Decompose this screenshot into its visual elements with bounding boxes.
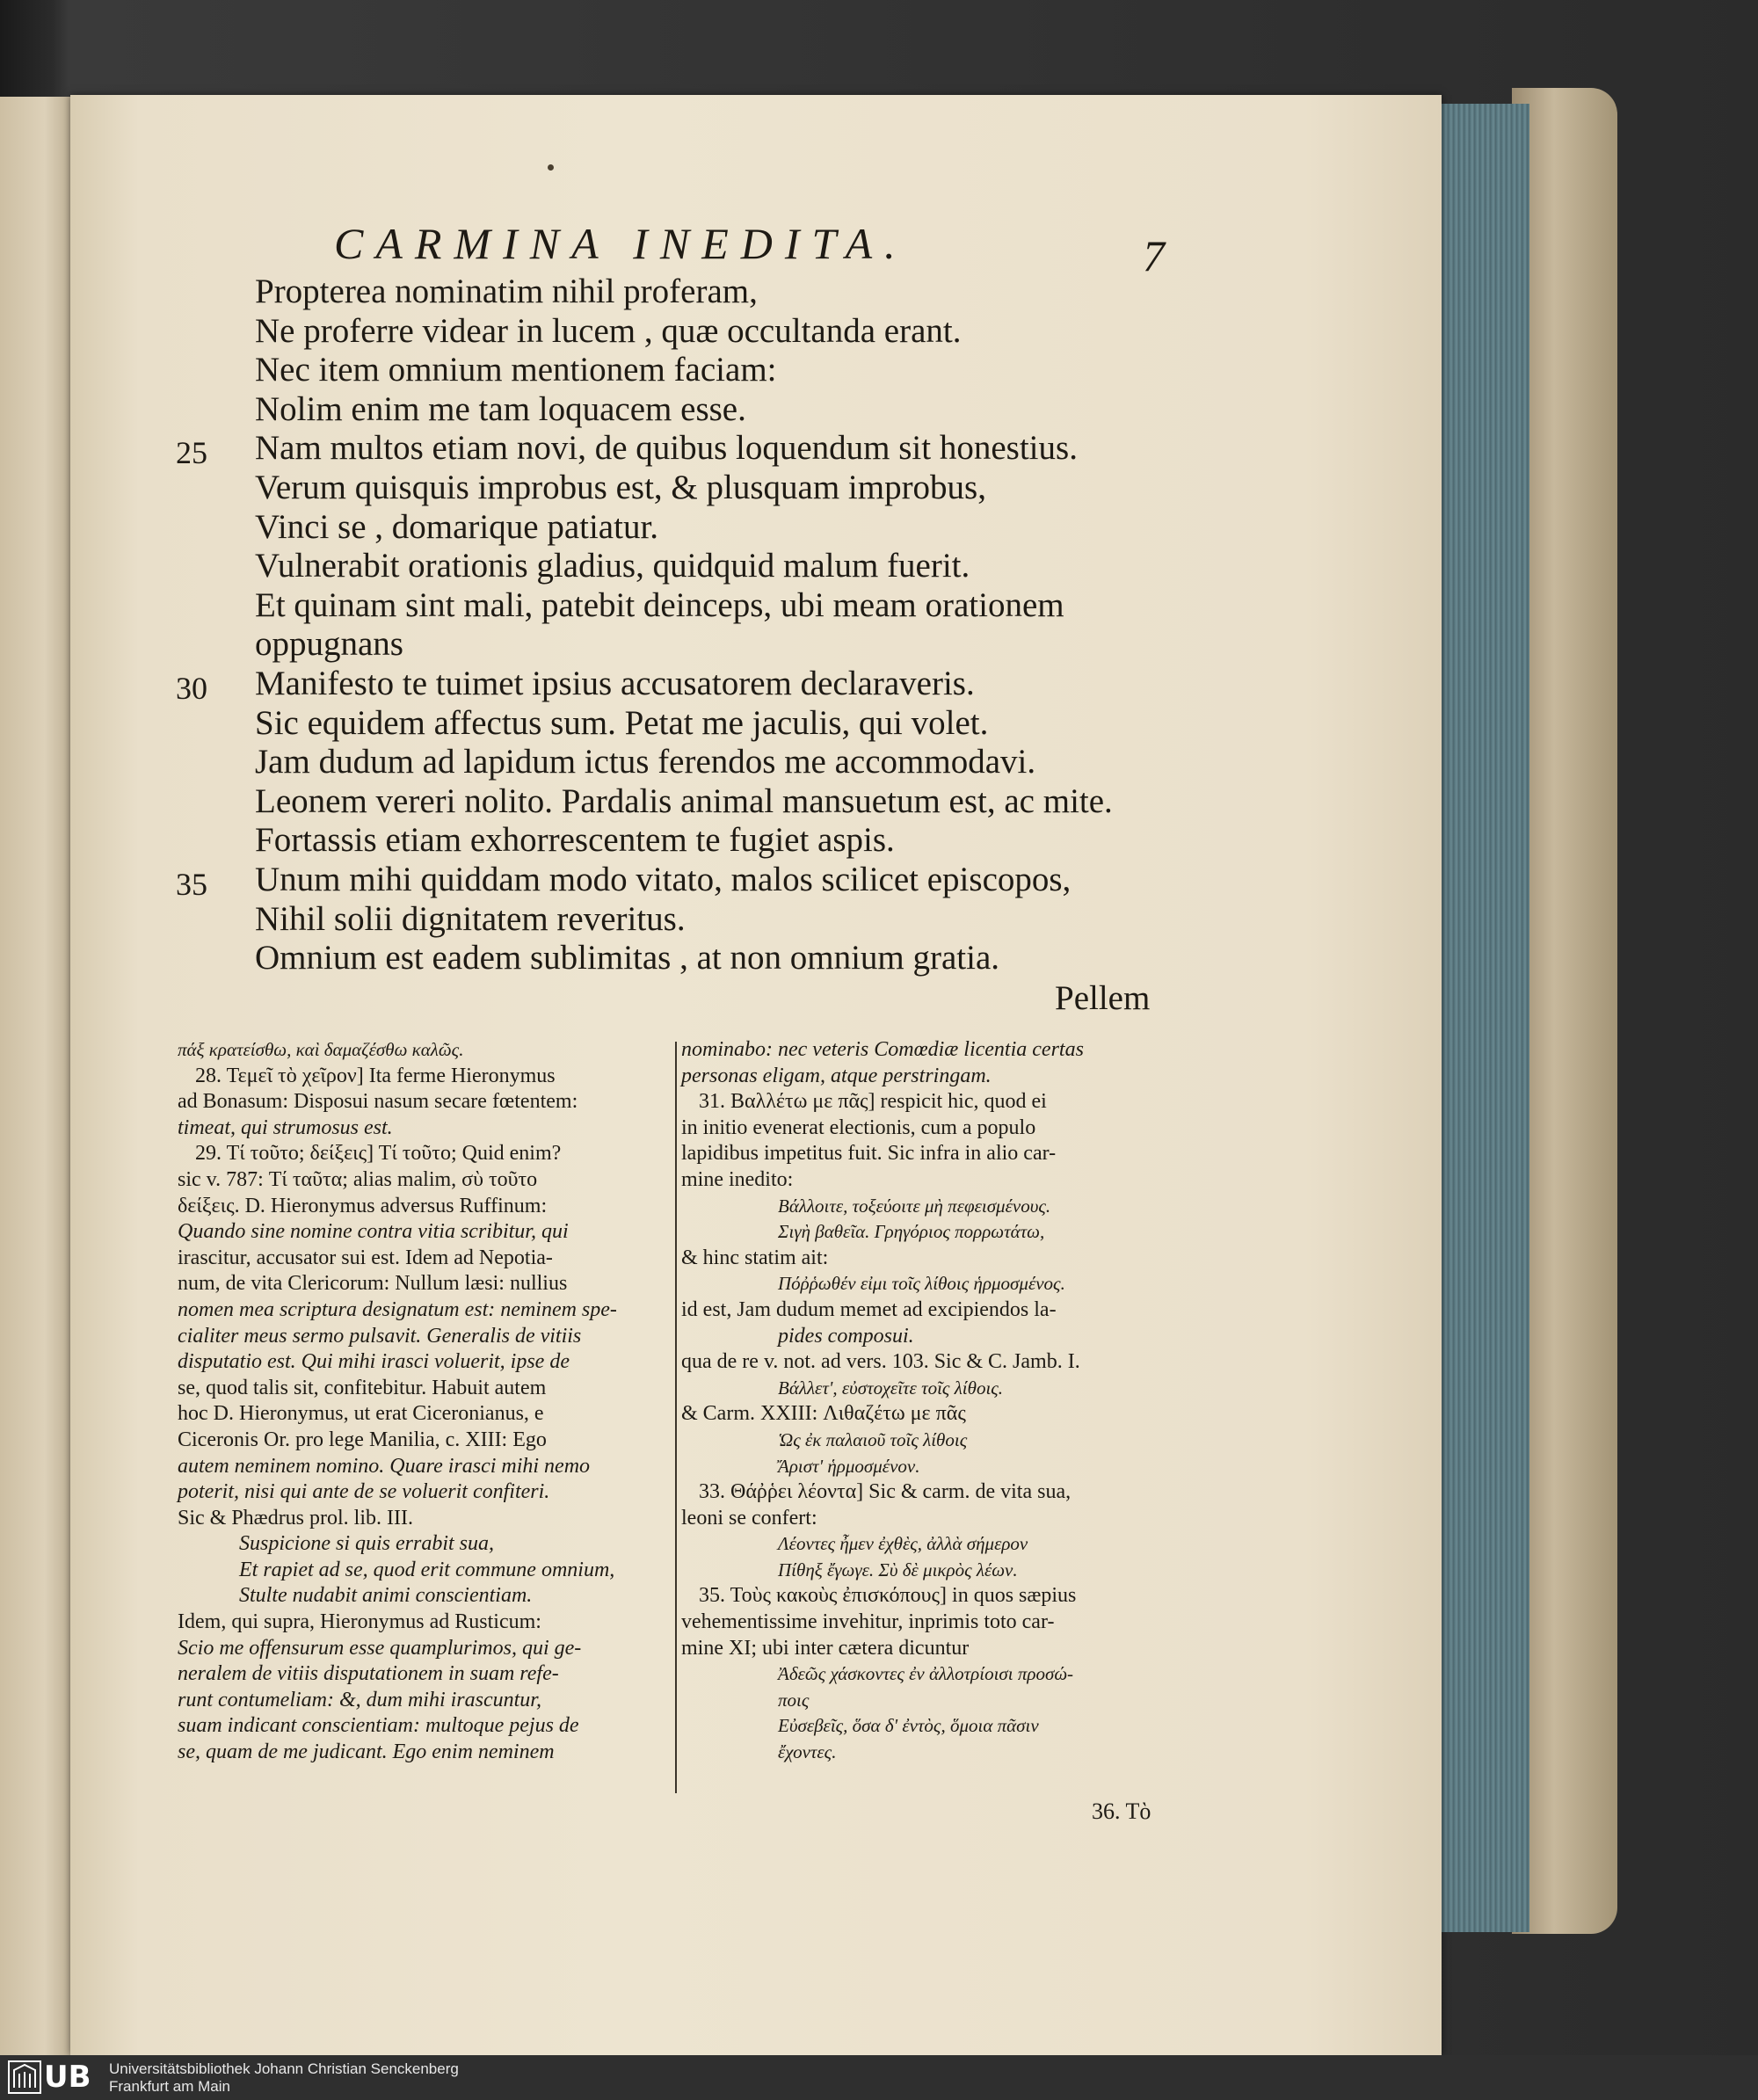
verse-line: Unum mihi quiddam modo vitato, malos scilicet episcopos,	[255, 861, 1072, 898]
verse-line: Jam dudum ad lapidum ictus ferendos me accommodavi.	[255, 743, 1036, 781]
note-line: ad Bonasum: Disposui nasum secare fœtentem:	[178, 1090, 578, 1114]
note-line: & hinc statim ait:	[681, 1246, 829, 1269]
note-line: Suspicione si quis errabit sua,	[239, 1532, 495, 1556]
page-number: 7	[1143, 231, 1165, 280]
note-line: 29. Τί τοῦτο; δείξεις] Τί τοῦτο; Quid enim?	[195, 1142, 562, 1166]
verse-line: Nihil solii dignitatem reveritus.	[255, 899, 686, 938]
note-line: hoc D. Hieronymus, ut erat Ciceronianus, e	[178, 1402, 544, 1426]
library-name[interactable]	[109, 2060, 459, 2096]
verse-line: Ne proferre videar in lucem , quæ occultanda erant.	[255, 311, 962, 350]
note-line: Idem, qui supra, Hieronymus ad Rusticum:	[178, 1610, 541, 1634]
note-line: Et rapiet ad se, quod erit commune omnium,	[239, 1558, 615, 1581]
running-title: CARMINA INEDITA.	[334, 219, 908, 268]
note-line: neralem de vitiis disputationem in suam refe-	[178, 1662, 559, 1686]
verse-line: Omnium est eadem sublimitas , at non omnium gratia.	[255, 939, 1000, 977]
note-line: Ἀδεῶς χάσκοντες ἐν ἀλλοτρίοισι προσώ-	[778, 1663, 1073, 1685]
verse-number: 35	[176, 867, 207, 902]
note-line: ποις	[778, 1689, 810, 1711]
note-line: Βάλλετ', εὐστοχεῖτε τοῖς λίθοις.	[778, 1377, 1004, 1399]
verse-line: Nam multos etiam novi, de quibus loquendum sit honestius.	[255, 429, 1078, 468]
note-line: Εὐσεβεῖς, ὅσα δ' ἐντὸς, ὅμοια πᾶσιν	[778, 1715, 1039, 1737]
note-line: πάξ κρατείσθω, καὶ δαμαζέσθω καλῶς.	[178, 1039, 464, 1060]
note-line: mine inedito:	[681, 1167, 794, 1191]
note-line: qua de re v. not. ad vers. 103. Sic & C. Jamb. I.	[681, 1350, 1080, 1374]
note-line: Πόῤῥωθέν εἰμι τοῖς λίθοις ἡρμοσμένος.	[778, 1273, 1065, 1295]
note-line: nomen mea scriptura designatum est: neminem spe-	[178, 1297, 617, 1321]
note-line: Βάλλοιτε, τοξεύοιτε μὴ πεφεισμένους.	[778, 1195, 1051, 1217]
column-divider	[675, 1042, 677, 1793]
note-line: suam indicant conscientiam: multoque pejus de	[178, 1714, 579, 1738]
note-line: num, de vita Clericorum: Nullum læsi: nullius	[178, 1272, 568, 1296]
verse-line: Leonem vereri nolito. Pardalis animal mansuetum est, ac mite.	[255, 781, 1113, 820]
note-line: Ciceronis Or. pro lege Manilia, c. XIII: Ego	[178, 1428, 547, 1451]
verse-line: Et quinam sint mali, patebit deinceps, ubi meam orationem	[255, 585, 1064, 624]
note-line: δείξεις. D. Hieronymus adversus Ruffinum:	[178, 1194, 548, 1217]
note-line: personas eligam, atque perstringam.	[681, 1064, 992, 1087]
notes-left-column	[178, 1037, 665, 1766]
note-line: Ἄριστ' ἡρμοσμένον.	[778, 1455, 920, 1477]
note-line: nominabo: nec veteris Comœdiæ licentia certas	[681, 1038, 1084, 1061]
note-line: & Carm. XXIII: Λιθαζέτω με πᾶς	[681, 1402, 966, 1426]
note-line: Scio me offensurum esse quamplurimos, qui ge-	[178, 1636, 582, 1660]
note-line: autem neminem nomino. Quare irasci mihi nemo	[178, 1454, 591, 1478]
note-line: disputatio est. Qui mihi irasci voluerit, ipse de	[178, 1350, 570, 1374]
verse-line: Nec item omnium mentionem faciam:	[255, 351, 777, 389]
verse-line: Sic equidem affectus sum. Petat me jaculis, qui volet.	[255, 703, 989, 742]
ink-dot	[548, 164, 554, 171]
note-line: Quando sine nomine contra vitia scribitur, qui	[178, 1220, 569, 1244]
note-line: Πίθηξ ἔγωγε. Σὺ δὲ μικρὸς λέων.	[778, 1559, 1018, 1580]
verse-line: Propterea nominatim nihil proferam,	[255, 272, 758, 310]
note-line: Sic & Phædrus prol. lib. III.	[178, 1506, 413, 1530]
note-line: 28. Τεμεῖ τὸ χεῖρον] Ita ferme Hieronymus	[195, 1064, 556, 1087]
verse-line: Verum quisquis improbus est, & plusquam improbus,	[255, 469, 986, 506]
verse-line: oppugnans	[255, 625, 403, 664]
notes-right-column	[681, 1037, 1173, 1766]
verse-line: Fortassis etiam exhorrescentem te fugiet aspis.	[255, 821, 895, 860]
verse-line: Manifesto te tuimet ipsius accusatorem declaraveris.	[255, 665, 975, 702]
note-line: in initio evenerat electionis, cum a populo	[681, 1115, 1036, 1139]
note-line: cialiter meus sermo pulsavit. Generalis de vitiis	[178, 1324, 582, 1348]
notes-catchword: 36. Τὸ	[1092, 1798, 1151, 1824]
verse-number: 25	[176, 435, 207, 471]
note-line: poterit, nisi qui ante de se voluerit confiteri.	[178, 1480, 550, 1504]
note-line: id est, Jam dudum memet ad excipiendos la-	[681, 1297, 1057, 1321]
verse-line: Nolim enim me tam loquacem esse.	[255, 389, 746, 428]
note-line: pides composui.	[778, 1324, 914, 1348]
note-line: ἔχοντες.	[778, 1741, 837, 1763]
note-line: mine XI; ubi inter cætera dicuntur	[681, 1636, 970, 1660]
note-line: se, quam de me judicant. Ego enim neminem	[178, 1740, 555, 1764]
note-line: 33. Θάῤῥει λέοντα] Sic & carm. de vita sua,	[699, 1480, 1072, 1504]
library-emblem-icon	[7, 2058, 42, 2096]
note-line: Σιγὴ βαθεῖα. Γρηγόριος πορρωτάτω,	[778, 1221, 1045, 1243]
note-line: 35. Τοὺς κακοὺς ἐπισκόπους] in quos sæpius	[699, 1584, 1077, 1608]
note-line: Ὡς ἐκ παλαιοῦ τοῖς λίθοις	[778, 1428, 968, 1450]
note-line: lapidibus impetitus fuit. Sic infra in alio car-	[681, 1142, 1057, 1166]
note-line: timeat, qui strumosus est.	[178, 1115, 393, 1139]
note-line: Λέοντες ἦμεν ἐχθὲς, ἀλλὰ σήμερον	[778, 1533, 1028, 1555]
verse-number: 30	[176, 671, 207, 706]
previous-page-edge	[0, 97, 75, 2057]
page-block-edge	[1433, 104, 1529, 1932]
note-line: leoni se confert:	[681, 1506, 817, 1530]
note-line: sic v. 787: Τί ταῦτα; alias malim, σὺ τοῦτο	[178, 1167, 538, 1191]
logo-text: UB	[44, 2060, 91, 2095]
library-name-line2: Frankfurt am Main	[109, 2078, 230, 2095]
note-line: se, quod talis sit, confitebitur. Habuit autem	[178, 1376, 547, 1399]
note-line: Stulte nudabit animi conscientiam.	[239, 1584, 533, 1608]
catchword: Pellem	[1055, 979, 1151, 1017]
verse-line: Vinci se , domarique patiatur.	[255, 507, 659, 546]
note-line: vehementissime invehitur, inprimis toto car-	[681, 1610, 1055, 1634]
note-line: runt contumeliam: &, dum mihi irascuntur,	[178, 1688, 541, 1711]
library-logo[interactable]	[7, 2058, 100, 2096]
note-line: 31. Βαλλέτω με πᾶς] respicit hic, quod ei	[699, 1090, 1047, 1114]
library-name-line1: Universitätsbibliothek Johann Christian Senckenberg	[109, 2060, 459, 2077]
verse-line: Vulnerabit orationis gladius, quidquid malum fuerit.	[255, 547, 970, 585]
note-line: irascitur, accusator sui est. Idem ad Nepotia-	[178, 1246, 553, 1269]
